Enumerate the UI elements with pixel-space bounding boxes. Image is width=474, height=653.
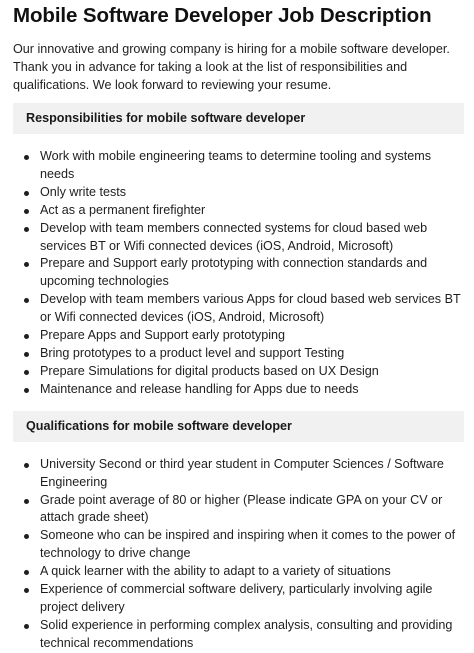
bullet-icon xyxy=(24,262,29,267)
bullet-icon xyxy=(24,499,29,504)
qualifications-heading: Qualifications for mobile software developer xyxy=(13,411,464,442)
list-item xyxy=(13,617,464,653)
bullet-icon xyxy=(24,534,29,539)
list-item-text: Someone who can be inspired and inspiring when it comes to the power of technology to drive change xyxy=(40,528,456,561)
bullet-icon xyxy=(24,624,29,629)
bullet-icon xyxy=(24,352,29,357)
list-item-text: Prepare and Support early prototyping with connection standards and upcoming technologies xyxy=(40,256,428,289)
list-item-text: Grade point average of 80 or higher (Please indicate GPA on your CV or attach grade sheet) xyxy=(40,492,443,525)
qualifications-list xyxy=(13,456,464,653)
list-item xyxy=(13,291,464,327)
bullet-icon xyxy=(24,570,29,575)
list-item xyxy=(13,527,464,563)
list-item-text: Maintenance and release handling for Apps due to needs xyxy=(40,381,359,396)
bullet-icon xyxy=(24,209,29,214)
bullet-icon xyxy=(24,191,29,196)
intro-paragraph: Our innovative and growing company is hiring for a mobile software developer. Thank you in advance for taking a look at the list of responsibilities and qualifications. We look forward to reviewing your resume. xyxy=(13,42,450,92)
list-item-text: Act as a permanent firefighter xyxy=(40,202,206,217)
responsibilities-heading: Responsibilities for mobile software developer xyxy=(13,103,464,134)
list-item xyxy=(13,327,464,345)
responsibilities-list xyxy=(13,148,464,399)
list-item-text: Prepare Apps and Support early prototyping xyxy=(40,328,286,343)
list-item-text: Develop with team members connected systems for cloud based web services BT or Wifi connected devices (iOS, Android, Microsoft) xyxy=(40,220,428,253)
list-item-text: Prepare Simulations for digital products based on UX Design xyxy=(40,363,379,378)
list-item xyxy=(13,184,464,202)
page-title: Mobile Software Developer Job Description xyxy=(13,4,432,27)
list-item-text: Only write tests xyxy=(40,184,127,199)
bullet-icon xyxy=(24,227,29,232)
list-item-text: Solid experience in performing complex analysis, consulting and providing technical recommendations xyxy=(40,617,453,650)
list-item-text: Work with mobile engineering teams to determine tooling and systems needs xyxy=(40,149,432,181)
list-item-text: Develop with team members various Apps for cloud based web services BT or Wifi connected devices (iOS, Android, Microsoft) xyxy=(40,292,461,325)
list-item xyxy=(13,363,464,381)
bullet-icon xyxy=(24,463,29,468)
bullet-icon xyxy=(24,334,29,339)
list-item xyxy=(13,563,464,581)
list-item xyxy=(13,148,464,184)
list-item xyxy=(13,581,464,617)
list-item xyxy=(13,220,464,256)
list-item xyxy=(13,492,464,528)
bullet-icon xyxy=(24,388,29,393)
list-item xyxy=(13,345,464,363)
list-item xyxy=(13,202,464,220)
list-item-text: Bring prototypes to a product level and support Testing xyxy=(40,345,345,360)
list-item xyxy=(13,456,464,492)
list-item-text: Experience of commercial software delivery, particularly involving agile project delivery xyxy=(40,582,433,614)
list-item-text: A quick learner with the ability to adapt to a variety of situations xyxy=(40,564,391,579)
list-item-text: University Second or third year student in Computer Sciences / Software Engineering xyxy=(40,456,444,489)
bullet-icon xyxy=(24,588,29,593)
list-item xyxy=(13,381,464,399)
bullet-icon xyxy=(24,298,29,303)
bullet-icon xyxy=(24,155,29,160)
list-item xyxy=(13,255,464,291)
bullet-icon xyxy=(24,370,29,375)
